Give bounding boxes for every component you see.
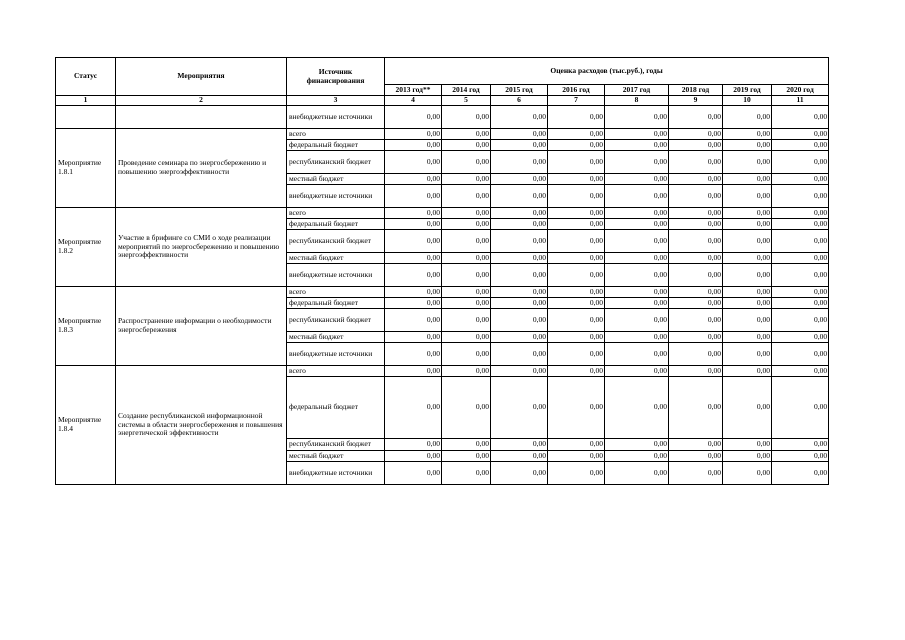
event-cell: Участие в брифинге со СМИ о ходе реализации мероприятий по энергосбережению и повышению энергоэффективности [116, 208, 287, 287]
value-cell: 0,00 [772, 129, 829, 140]
source-cell: республиканский бюджет [287, 309, 385, 332]
value-cell: 0,00 [548, 151, 605, 174]
value-cell: 0,00 [491, 140, 548, 151]
header-year: 2017 год [605, 85, 669, 96]
column-index: 5 [442, 96, 491, 106]
value-cell: 0,00 [385, 287, 442, 298]
value-cell: 0,00 [548, 366, 605, 377]
value-cell: 0,00 [669, 332, 723, 343]
header-year: 2018 год [669, 85, 723, 96]
value-cell: 0,00 [548, 208, 605, 219]
value-cell: 0,00 [669, 298, 723, 309]
value-cell: 0,00 [772, 230, 829, 253]
value-cell: 0,00 [548, 451, 605, 462]
value-cell: 0,00 [385, 253, 442, 264]
value-cell: 0,00 [548, 140, 605, 151]
event-cell [116, 106, 287, 129]
header-status: Статус [56, 58, 116, 96]
value-cell: 0,00 [548, 129, 605, 140]
value-cell: 0,00 [605, 185, 669, 208]
value-cell: 0,00 [669, 287, 723, 298]
value-cell: 0,00 [723, 439, 772, 451]
value-cell: 0,00 [491, 343, 548, 366]
value-cell: 0,00 [548, 332, 605, 343]
table-row [56, 106, 829, 129]
value-cell: 0,00 [772, 208, 829, 219]
value-cell: 0,00 [548, 377, 605, 439]
value-cell: 0,00 [442, 287, 491, 298]
value-cell: 0,00 [669, 309, 723, 332]
value-cell: 0,00 [442, 253, 491, 264]
value-cell: 0,00 [491, 253, 548, 264]
value-cell: 0,00 [491, 451, 548, 462]
value-cell: 0,00 [772, 298, 829, 309]
header-year: 2019 год [723, 85, 772, 96]
value-cell: 0,00 [491, 106, 548, 129]
source-cell: всего [287, 287, 385, 298]
column-index: 9 [669, 96, 723, 106]
column-index: 10 [723, 96, 772, 106]
value-cell: 0,00 [723, 343, 772, 366]
value-cell: 0,00 [442, 151, 491, 174]
value-cell: 0,00 [723, 151, 772, 174]
value-cell: 0,00 [385, 332, 442, 343]
value-cell: 0,00 [548, 343, 605, 366]
value-cell: 0,00 [605, 140, 669, 151]
value-cell: 0,00 [669, 151, 723, 174]
value-cell: 0,00 [385, 462, 442, 485]
value-cell: 0,00 [772, 174, 829, 185]
value-cell: 0,00 [442, 462, 491, 485]
value-cell: 0,00 [723, 298, 772, 309]
value-cell: 0,00 [605, 343, 669, 366]
value-cell: 0,00 [605, 377, 669, 439]
column-index: 4 [385, 96, 442, 106]
event-cell: Создание республиканской информационной системы в области энергосбережения и повышения энергетической эффективности [116, 366, 287, 485]
header-year: 2013 год** [385, 85, 442, 96]
value-cell: 0,00 [442, 140, 491, 151]
value-cell: 0,00 [548, 287, 605, 298]
status-cell: Мероприятие 1.8.4 [56, 366, 116, 485]
value-cell: 0,00 [605, 298, 669, 309]
value-cell: 0,00 [772, 377, 829, 439]
value-cell: 0,00 [442, 332, 491, 343]
value-cell: 0,00 [605, 151, 669, 174]
value-cell: 0,00 [385, 451, 442, 462]
source-cell: внебюджетные источники [287, 106, 385, 129]
value-cell: 0,00 [491, 309, 548, 332]
column-index-row [56, 96, 829, 106]
value-cell: 0,00 [442, 219, 491, 230]
value-cell: 0,00 [385, 129, 442, 140]
value-cell: 0,00 [669, 462, 723, 485]
value-cell: 0,00 [772, 366, 829, 377]
value-cell: 0,00 [669, 140, 723, 151]
value-cell: 0,00 [491, 377, 548, 439]
value-cell: 0,00 [491, 174, 548, 185]
value-cell: 0,00 [491, 439, 548, 451]
value-cell: 0,00 [723, 309, 772, 332]
column-index: 6 [491, 96, 548, 106]
value-cell: 0,00 [723, 264, 772, 287]
value-cell: 0,00 [548, 185, 605, 208]
column-index: 11 [772, 96, 829, 106]
value-cell: 0,00 [442, 230, 491, 253]
value-cell: 0,00 [491, 151, 548, 174]
value-cell: 0,00 [442, 343, 491, 366]
value-cell: 0,00 [385, 208, 442, 219]
source-cell: внебюджетные источники [287, 343, 385, 366]
value-cell: 0,00 [442, 185, 491, 208]
value-cell: 0,00 [605, 309, 669, 332]
value-cell: 0,00 [605, 129, 669, 140]
value-cell: 0,00 [385, 377, 442, 439]
value-cell: 0,00 [772, 151, 829, 174]
value-cell: 0,00 [669, 106, 723, 129]
value-cell: 0,00 [605, 287, 669, 298]
value-cell: 0,00 [548, 439, 605, 451]
value-cell: 0,00 [491, 264, 548, 287]
value-cell: 0,00 [772, 185, 829, 208]
value-cell: 0,00 [385, 366, 442, 377]
source-cell: республиканский бюджет [287, 439, 385, 451]
value-cell: 0,00 [669, 439, 723, 451]
header-year: 2015 год [491, 85, 548, 96]
value-cell: 0,00 [772, 332, 829, 343]
value-cell: 0,00 [723, 366, 772, 377]
value-cell: 0,00 [605, 230, 669, 253]
value-cell: 0,00 [548, 174, 605, 185]
value-cell: 0,00 [772, 140, 829, 151]
header-source: Источник финансирования [287, 58, 385, 96]
value-cell: 0,00 [548, 298, 605, 309]
value-cell: 0,00 [548, 462, 605, 485]
value-cell: 0,00 [491, 366, 548, 377]
event-cell: Проведение семинара по энергосбережению и повышению энергоэффективности [116, 129, 287, 208]
source-cell: местный бюджет [287, 253, 385, 264]
value-cell: 0,00 [548, 230, 605, 253]
value-cell: 0,00 [723, 287, 772, 298]
value-cell: 0,00 [442, 309, 491, 332]
status-cell [56, 106, 116, 129]
value-cell: 0,00 [385, 309, 442, 332]
value-cell: 0,00 [605, 264, 669, 287]
value-cell: 0,00 [548, 253, 605, 264]
value-cell: 0,00 [723, 129, 772, 140]
value-cell: 0,00 [442, 366, 491, 377]
value-cell: 0,00 [772, 253, 829, 264]
budget-table [55, 57, 829, 485]
value-cell: 0,00 [491, 462, 548, 485]
value-cell: 0,00 [605, 106, 669, 129]
header-costs: Оценка расходов (тыс.руб.), годы [385, 58, 829, 85]
value-cell: 0,00 [385, 264, 442, 287]
value-cell: 0,00 [723, 230, 772, 253]
value-cell: 0,00 [723, 253, 772, 264]
value-cell: 0,00 [669, 377, 723, 439]
value-cell: 0,00 [669, 366, 723, 377]
value-cell: 0,00 [772, 106, 829, 129]
value-cell: 0,00 [772, 439, 829, 451]
value-cell: 0,00 [605, 462, 669, 485]
value-cell: 0,00 [723, 332, 772, 343]
value-cell: 0,00 [669, 129, 723, 140]
header-year: 2016 год [548, 85, 605, 96]
status-cell: Мероприятие 1.8.3 [56, 287, 116, 366]
value-cell: 0,00 [605, 219, 669, 230]
value-cell: 0,00 [772, 451, 829, 462]
source-cell: федеральный бюджет [287, 377, 385, 439]
event-cell: Распространение информации о необходимости энергосбережения [116, 287, 287, 366]
column-index: 7 [548, 96, 605, 106]
status-cell: Мероприятие 1.8.2 [56, 208, 116, 287]
value-cell: 0,00 [723, 174, 772, 185]
value-cell: 0,00 [723, 377, 772, 439]
value-cell: 0,00 [442, 129, 491, 140]
source-cell: федеральный бюджет [287, 298, 385, 309]
value-cell: 0,00 [723, 451, 772, 462]
value-cell: 0,00 [605, 174, 669, 185]
value-cell: 0,00 [491, 219, 548, 230]
value-cell: 0,00 [548, 219, 605, 230]
column-index: 1 [56, 96, 116, 106]
value-cell: 0,00 [385, 174, 442, 185]
source-cell: федеральный бюджет [287, 219, 385, 230]
value-cell: 0,00 [491, 208, 548, 219]
source-cell: республиканский бюджет [287, 151, 385, 174]
value-cell: 0,00 [442, 208, 491, 219]
value-cell: 0,00 [442, 439, 491, 451]
status-cell: Мероприятие 1.8.1 [56, 129, 116, 208]
value-cell: 0,00 [385, 219, 442, 230]
column-index: 3 [287, 96, 385, 106]
value-cell: 0,00 [548, 309, 605, 332]
value-cell: 0,00 [385, 343, 442, 366]
value-cell: 0,00 [723, 462, 772, 485]
header-year: 2020 год [772, 85, 829, 96]
value-cell: 0,00 [442, 451, 491, 462]
value-cell: 0,00 [772, 219, 829, 230]
source-cell: внебюджетные источники [287, 462, 385, 485]
value-cell: 0,00 [723, 140, 772, 151]
value-cell: 0,00 [548, 264, 605, 287]
value-cell: 0,00 [605, 439, 669, 451]
value-cell: 0,00 [491, 298, 548, 309]
source-cell: местный бюджет [287, 451, 385, 462]
value-cell: 0,00 [442, 298, 491, 309]
value-cell: 0,00 [605, 332, 669, 343]
value-cell: 0,00 [605, 366, 669, 377]
value-cell: 0,00 [385, 151, 442, 174]
value-cell: 0,00 [491, 287, 548, 298]
value-cell: 0,00 [669, 451, 723, 462]
value-cell: 0,00 [442, 174, 491, 185]
table-row [56, 287, 829, 298]
value-cell: 0,00 [723, 106, 772, 129]
value-cell: 0,00 [491, 185, 548, 208]
value-cell: 0,00 [385, 298, 442, 309]
source-cell: федеральный бюджет [287, 140, 385, 151]
source-cell: всего [287, 366, 385, 377]
value-cell: 0,00 [491, 332, 548, 343]
table-row [56, 366, 829, 377]
source-cell: внебюджетные источники [287, 264, 385, 287]
table-row [56, 208, 829, 219]
value-cell: 0,00 [669, 343, 723, 366]
value-cell: 0,00 [723, 219, 772, 230]
header-event: Мероприятия [116, 58, 287, 96]
value-cell: 0,00 [772, 309, 829, 332]
table-row [56, 129, 829, 140]
value-cell: 0,00 [442, 264, 491, 287]
value-cell: 0,00 [385, 140, 442, 151]
value-cell: 0,00 [385, 439, 442, 451]
value-cell: 0,00 [669, 264, 723, 287]
value-cell: 0,00 [772, 287, 829, 298]
value-cell: 0,00 [442, 106, 491, 129]
value-cell: 0,00 [385, 106, 442, 129]
value-cell: 0,00 [772, 264, 829, 287]
value-cell: 0,00 [669, 208, 723, 219]
value-cell: 0,00 [385, 230, 442, 253]
source-cell: местный бюджет [287, 332, 385, 343]
value-cell: 0,00 [669, 219, 723, 230]
value-cell: 0,00 [772, 462, 829, 485]
value-cell: 0,00 [605, 253, 669, 264]
value-cell: 0,00 [385, 185, 442, 208]
source-cell: местный бюджет [287, 174, 385, 185]
source-cell: внебюджетные источники [287, 185, 385, 208]
value-cell: 0,00 [548, 106, 605, 129]
value-cell: 0,00 [723, 208, 772, 219]
source-cell: республиканский бюджет [287, 230, 385, 253]
value-cell: 0,00 [669, 185, 723, 208]
column-index: 2 [116, 96, 287, 106]
value-cell: 0,00 [605, 208, 669, 219]
value-cell: 0,00 [491, 230, 548, 253]
value-cell: 0,00 [772, 343, 829, 366]
value-cell: 0,00 [605, 451, 669, 462]
value-cell: 0,00 [491, 129, 548, 140]
source-cell: всего [287, 129, 385, 140]
value-cell: 0,00 [669, 230, 723, 253]
source-cell: всего [287, 208, 385, 219]
column-index: 8 [605, 96, 669, 106]
header-year: 2014 год [442, 85, 491, 96]
value-cell: 0,00 [723, 185, 772, 208]
value-cell: 0,00 [442, 377, 491, 439]
value-cell: 0,00 [669, 174, 723, 185]
value-cell: 0,00 [669, 253, 723, 264]
